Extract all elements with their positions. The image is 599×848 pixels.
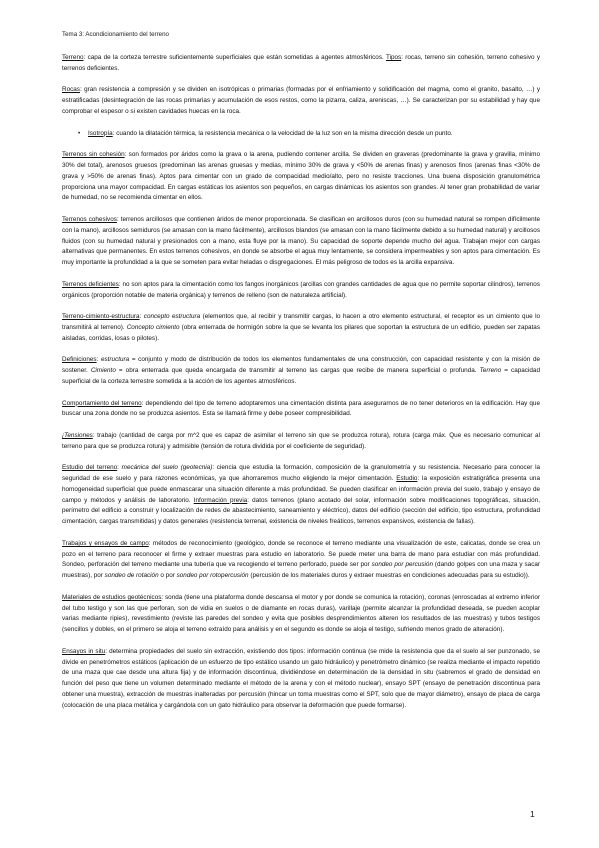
body-text: o por [158, 572, 177, 580]
paragraph-rocas [62, 85, 540, 117]
body-text: : terrenos arcillosos que contienen áridos de menor proporcionada. Se clasifican en arcillosos duros (con su humedad natural se rompen difícilmente con la mano), arcillosos semiduros (se amasan con la mano fácilmente), arcillosos blandos (se amasan con la mano fácilmente debido a su humedad natural) y arcillosos fluidos (con su humedad natural y presionados con a mano, esta fluye por la mano). Su capacidad de soporte depende mucho del agua. Trabajan mejor con cargas alternativas que permanentes. En estos terrenos cohesivos, en donde se absorbe el agua muy lentamente, se considera impermeables y son aptos para cimentación. Es muy importante la profundidad a la que se someten para evitar heladas o disgregaciones. El más peligroso de todos es la arcilla expansiva. [62, 215, 541, 267]
body-text: : [96, 356, 101, 364]
italic-text: concepto estructura [143, 313, 201, 321]
paragraph-estudio [62, 463, 540, 528]
body-text: : la exposición estratigráfica presenta una homogeneidad superficial que puede enmascarar una situación diferente a más profundidad. Se pueden clasificar en información previa del suelo, trabajo y ensayo de campo y métodos y análisis de laboratorio. [62, 475, 540, 504]
paragraph-comportamiento [62, 399, 540, 421]
body-text: = capacidad superficial de la corteza terrestre sometida a la acción de los agentes atmosféricos. [62, 367, 540, 385]
page-header: Tema 3: Acondicionamiento del terreno [62, 31, 169, 38]
term-label: Comportamiento del terreno [62, 399, 142, 407]
body-text: (elementos que, al recibir y transmitir cargas, lo hacen a otro elemento estructural, el receptor es un cimiento que lo transmitirá al terreno). [62, 313, 541, 331]
term-label: Estudio del terreno [62, 464, 118, 472]
body-text: : [117, 464, 122, 472]
paragraph-cohesivos [62, 215, 540, 269]
term-label: Tipos [385, 54, 402, 61]
page-number: 1 [530, 809, 535, 819]
paragraph-terreno [62, 53, 540, 75]
term-label: Terreno-cimiento-estructura [62, 313, 140, 321]
paragraph-isotropia [78, 129, 540, 140]
body-text: : dependiendo del tipo de terreno adoptaremos una cimentación distinta para asegurarnos de no tener deterioros en la edificación. Hay que buscar una zona donde no se produzca asientos. Esta se llamará firme y debe poseer compresibilidad. [62, 399, 540, 418]
paragraph-trabajos [62, 539, 540, 582]
term-label: Estudio [396, 475, 418, 483]
body-text: : no son aptos para la cimentación como los fangos inorgánicos (arcillas con grandes cantidades de agua que no permite soportar cilindros), terrenos orgánicos (proporción notable de materia orgánica) y terrenos de relleno (son de naturaleza artificial). [62, 280, 540, 299]
term-label: Definiciones [62, 356, 97, 364]
term-label: Materiales de estudios geotécnicos [62, 593, 162, 601]
term-label: ¡Tensiones [62, 431, 93, 439]
term-label: Rocas [62, 86, 80, 94]
paragraph-materiales [62, 593, 540, 636]
italic-text: sondeo de rotación [104, 572, 159, 580]
body-text: = conjunto y modo de distribución de todos los elementos fundamentales de una construcción, con capacidad resistente y con la misión de sostener. [62, 356, 541, 375]
body-text: : son formados por áridos como la grava o la arena, pudiendo contener arcilla. Se dividen en graveras (predominante la grava y gravilla, mínimo 30% del total), arenosos gruesos (predominan las arenas gruesas y medias, mínimo 30% de grava y <50% de arenas finas) y arenosos finos (arenas finas <30% de grava y >50% de arenas finas). Aptos para cimentar con un grado de compacidad medio/alto, pero no resiste tracciones. Una buena disposición granulométrica proporciona una mayor compacidad. En cargas estáticas los asientos son pequeños, en cargas dinámicas los asientos son grandes. Al tener gran probabilidad de variar de humedad, no se recomienda cimentar en ellos. [62, 151, 540, 202]
body-text: (obra enterrada de hormigón sobre la que se levanta los pilares que soportan la estructura de un edificio, pueden ser zapatas aisladas, corridas, losas o pilotes). [62, 323, 540, 342]
body-text: : rocas, terreno sin cohesión, terreno cohesivo y terrenos deficientes. [62, 54, 540, 72]
italic-text: Terreno [479, 367, 502, 375]
paragraph-tensiones [62, 431, 540, 453]
body-text: : ciencia que estudia la formación, composición de la granulometría y su resistencia. Necesario para conocer la seguridad de ese suelo y para razones económicas, ya que ahorraremos mucho eligiendo la mejor cimentación. [62, 464, 541, 483]
body-text: : gran resistencia a compresión y se dividen en isotrópicas o primarias (formadas por el enfriamiento y solidificación del magma, como el granito, basalto, …) y estratificadas (desintegración de las rocas primarias y acumulación de esos restos, como la pizarra, caliza, areniscas, …). Se caracterizan por su estabilidad y hay que comprobar el espesor o si existen cavidades huecas en la roca. [62, 86, 540, 115]
term-label: Trabajos y ensayos de campo [62, 539, 149, 547]
italic-text: mecánica del suelo (geotecnia) [121, 464, 213, 472]
document-body [62, 53, 540, 722]
body-text: : cuando la dilatación térmica, la resistencia mecánica o la velocidad de la luz son en la misma dirección desde un punto. [112, 129, 453, 137]
body-text: : trabajo (cantidad de carga por m^2 que es capaz de asimilar el terreno sin que se produzca rotura), rotura (carga máx. Que es necesario comunicar al terreno para que se produzca rotura) y admisible (tensión de rotura dividida por el coeficiente de seguridad). [62, 431, 540, 450]
body-text: : datos terrenos (plano acotado del solar, información sobre modificaciones topográficas, situación, perímetro del edificio a construir y localización de redes de abastecimiento, saneamiento y eléctrico), datos del edificio (sección del edificio, tipo estructura, profundidad cimentación, cargas transmitidas) y datos generales (resistencia terrenal, existencia de niveles freáticos, terrenos expansivos, existencia de fallas). [62, 496, 540, 526]
term-label: Terreno [62, 54, 84, 61]
body-text: = obra enterrada que queda encargada de transmitir al terreno las cargas que recibe de manera superficial o profunda. [115, 367, 480, 375]
italic-text: sondeo por percusión [371, 561, 433, 569]
term-label: Terrenos sin cohesión [62, 151, 125, 159]
body-text: : sonda (tiene una plataforma donde descansa el motor y por donde se comunica la rotación), coronas (enroscadas al extremo inferior del tubo testigo y son las que perforan, son de vidia en suelos o de diamante en rocas duras), varillaje (permite alcanzar la profundidad deseada, se pueden acoplar varias mediante ripies), revestimiento (reviste las paredes del sondeo y evita que posibles desprendimientos alteren los resultados de las muestras) y tubos testigos (sencillos y dobles, en el primero se aloja el terreno extraído para análisis y en el segundo es donde se aloja el testigo, sufriendo menos grado de alteración). [62, 593, 540, 634]
term-label: Isotropía [88, 129, 113, 137]
paragraph-terreno-cimiento [62, 312, 540, 344]
italic-text: estructura [100, 356, 130, 364]
body-text: (percusión de los materiales duros y extraer muestras en condiciones adecuadas para su estudio)). [248, 572, 530, 580]
term-label: Terrenos deficientes [62, 280, 119, 288]
body-text: : determina propiedades del suelo sin extracción, existiendo dos tipos: información continua (se mide la resistencia que da el suelo al ser punzonado, se divide en penetrómetros estáticos (aplicación de un esfuerzo de tipo estático usando un gato hidráulico) y penetrómetro dinámico (se realiza mediante el impacto repetido de una maza que cae desde una altura fija) y de información discontinua, dividiéndose en determinación de la densidad in situ (sabremos el grado de densidad en función del peso que tiene un volumen determinado mediante el método de la arena y con el método nuclear), ensayo SPT (ensayo de penetración discontinua para obtener una muestra), extracción de muestras inalteradas por percusión (hincar un toma muestras como el SPT, solo que de mayor diámetro), ensayo de placa de carga (colocación de una placa metálica y cargándola con un gato hidráulico para observar la deformación que puede formarse). [62, 647, 541, 709]
body-text: : métodos de reconocimiento (geológico, donde se reconoce el terreno mediante una visualización de este, calicatas, donde se crea un pozo en el terreno para reconocer el firme y extraer muestras para estudio en laboratorio. Se puede meter una barra de mano para estudiar con más profundidad. Sondeo, perforación del terreno mediante una tubería que va recogiendo el terreno perforado, puede ser por [62, 539, 540, 569]
body-text: : [139, 313, 144, 321]
paragraph-ensayos [62, 647, 540, 712]
paragraph-deficientes [62, 280, 540, 302]
paragraph-sin-cohesion [62, 150, 540, 204]
bullet-marker: • [78, 129, 81, 137]
paragraph-definiciones [62, 355, 540, 387]
italic-text: sondeo por rotopercusión [176, 572, 249, 580]
term-label: Información previa [193, 496, 248, 504]
term-label: Ensayos in situ [62, 647, 106, 655]
italic-text: Cimiento [90, 367, 116, 375]
italic-text: Concepto cimiento [126, 323, 180, 331]
body-text: (dando golpes con una maza y sacar muestras), por [62, 561, 541, 580]
body-text: : capa de la corteza terrestre suficientemente superficiales que están sometidas a agentes atmosféricos. [83, 54, 386, 61]
term-label: Terrenos cohesivos [62, 215, 117, 223]
